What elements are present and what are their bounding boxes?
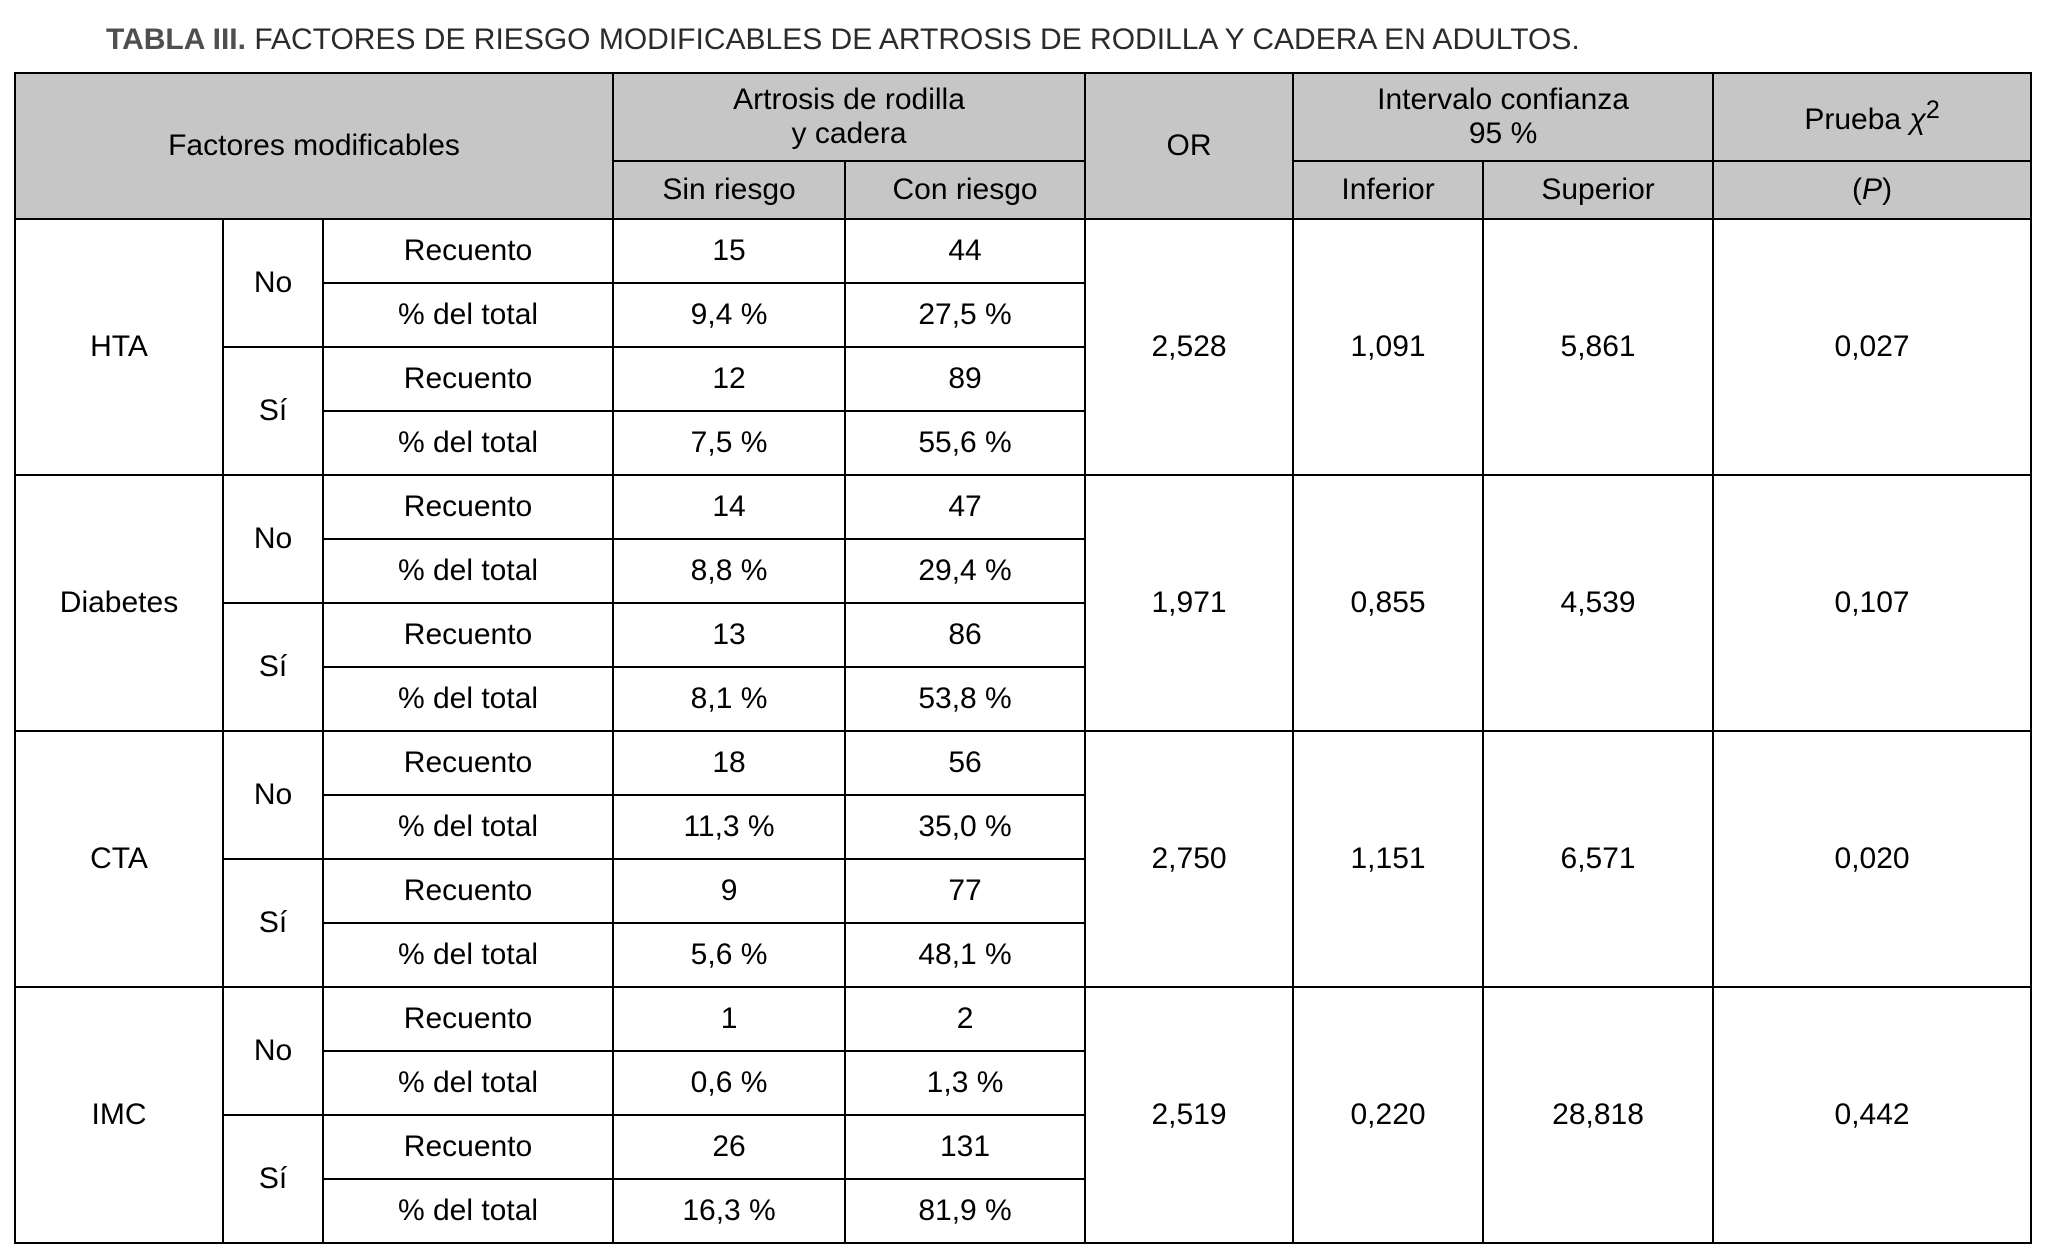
value-sin-riesgo: 18 bbox=[613, 731, 845, 795]
value-con-riesgo: 53,8 % bbox=[845, 667, 1085, 731]
factor-name: CTA bbox=[15, 731, 223, 987]
header-superior: Superior bbox=[1483, 161, 1713, 219]
factor-group-si: Sí bbox=[223, 347, 323, 475]
value-sin-riesgo: 12 bbox=[613, 347, 845, 411]
table-caption-label: TABLA III. bbox=[106, 23, 246, 56]
value-con-riesgo: 89 bbox=[845, 347, 1085, 411]
header-sin-riesgo: Sin riesgo bbox=[613, 161, 845, 219]
value-ci-inferior: 0,855 bbox=[1293, 475, 1483, 731]
value-sin-riesgo: 9 bbox=[613, 859, 845, 923]
header-artrosis-line1: Artrosis de rodilla bbox=[733, 82, 965, 116]
chi-symbol: χ bbox=[1909, 103, 1926, 137]
value-con-riesgo: 1,3 % bbox=[845, 1051, 1085, 1115]
measure-label-porcentaje: % del total bbox=[323, 1051, 613, 1115]
value-con-riesgo: 56 bbox=[845, 731, 1085, 795]
header-prueba-chi bbox=[1713, 73, 2031, 161]
measure-label-porcentaje: % del total bbox=[323, 667, 613, 731]
factor-name: HTA bbox=[15, 219, 223, 475]
header-artrosis bbox=[613, 73, 1085, 161]
measure-label-recuento: Recuento bbox=[323, 603, 613, 667]
header-con-riesgo: Con riesgo bbox=[845, 161, 1085, 219]
value-sin-riesgo: 11,3 % bbox=[613, 795, 845, 859]
value-con-riesgo: 131 bbox=[845, 1115, 1085, 1179]
factor-group-no: No bbox=[223, 219, 323, 347]
table-row bbox=[15, 475, 2031, 539]
value-sin-riesgo: 26 bbox=[613, 1115, 845, 1179]
factor-group-no: No bbox=[223, 987, 323, 1115]
value-p: 0,027 bbox=[1713, 219, 2031, 475]
measure-label-porcentaje: % del total bbox=[323, 1179, 613, 1243]
measure-label-recuento: Recuento bbox=[323, 347, 613, 411]
value-con-riesgo: 29,4 % bbox=[845, 539, 1085, 603]
header-artrosis-line2: y cadera bbox=[791, 117, 907, 150]
header-ic-line1: Intervalo confianza bbox=[1377, 82, 1629, 116]
value-sin-riesgo: 8,1 % bbox=[613, 667, 845, 731]
header-inferior: Inferior bbox=[1293, 161, 1483, 219]
table-header bbox=[15, 73, 2031, 219]
factor-group-si: Sí bbox=[223, 859, 323, 987]
value-sin-riesgo: 14 bbox=[613, 475, 845, 539]
table-row bbox=[15, 219, 2031, 283]
table-body bbox=[15, 219, 2031, 1243]
value-sin-riesgo: 15 bbox=[613, 219, 845, 283]
measure-label-porcentaje: % del total bbox=[323, 411, 613, 475]
measure-label-porcentaje: % del total bbox=[323, 283, 613, 347]
value-sin-riesgo: 8,8 % bbox=[613, 539, 845, 603]
value-or: 2,750 bbox=[1085, 731, 1293, 987]
value-sin-riesgo: 7,5 % bbox=[613, 411, 845, 475]
factor-name: IMC bbox=[15, 987, 223, 1243]
value-con-riesgo: 47 bbox=[845, 475, 1085, 539]
value-con-riesgo: 27,5 % bbox=[845, 283, 1085, 347]
value-sin-riesgo: 1 bbox=[613, 987, 845, 1051]
chi-exponent: 2 bbox=[1925, 96, 1940, 125]
measure-label-recuento: Recuento bbox=[323, 987, 613, 1051]
value-con-riesgo: 44 bbox=[845, 219, 1085, 283]
measure-label-porcentaje: % del total bbox=[323, 923, 613, 987]
value-ci-superior: 5,861 bbox=[1483, 219, 1713, 475]
value-ci-inferior: 1,151 bbox=[1293, 731, 1483, 987]
measure-label-recuento: Recuento bbox=[323, 475, 613, 539]
value-con-riesgo: 35,0 % bbox=[845, 795, 1085, 859]
factor-group-no: No bbox=[223, 475, 323, 603]
value-con-riesgo: 81,9 % bbox=[845, 1179, 1085, 1243]
measure-label-recuento: Recuento bbox=[323, 731, 613, 795]
header-intervalo-confianza bbox=[1293, 73, 1713, 161]
value-sin-riesgo: 13 bbox=[613, 603, 845, 667]
value-con-riesgo: 55,6 % bbox=[845, 411, 1085, 475]
value-ci-superior: 4,539 bbox=[1483, 475, 1713, 731]
value-sin-riesgo: 5,6 % bbox=[613, 923, 845, 987]
factor-group-si: Sí bbox=[223, 603, 323, 731]
measure-label-recuento: Recuento bbox=[323, 1115, 613, 1179]
measure-label-porcentaje: % del total bbox=[323, 539, 613, 603]
value-or: 2,519 bbox=[1085, 987, 1293, 1243]
value-or: 2,528 bbox=[1085, 219, 1293, 475]
value-ci-superior: 6,571 bbox=[1483, 731, 1713, 987]
table-row bbox=[15, 731, 2031, 795]
value-ci-superior: 28,818 bbox=[1483, 987, 1713, 1243]
factor-group-no: No bbox=[223, 731, 323, 859]
value-ci-inferior: 0,220 bbox=[1293, 987, 1483, 1243]
value-sin-riesgo: 9,4 % bbox=[613, 283, 845, 347]
header-prueba-chi-line bbox=[1714, 96, 2030, 138]
value-p: 0,107 bbox=[1713, 475, 2031, 731]
measure-label-porcentaje: % del total bbox=[323, 795, 613, 859]
table-caption-text: FACTORES DE RIESGO MODIFICABLES DE ARTROSIS DE RODILLA Y CADERA EN ADULTOS. bbox=[245, 23, 1580, 56]
value-ci-inferior: 1,091 bbox=[1293, 219, 1483, 475]
header-factores-modificables: Factores modificables bbox=[15, 73, 613, 219]
header-prueba-text: Prueba bbox=[1804, 103, 1910, 137]
value-p: 0,020 bbox=[1713, 731, 2031, 987]
header-ic-line2: 95 % bbox=[1468, 117, 1538, 150]
risk-factors-table bbox=[14, 72, 2032, 1244]
factor-group-si: Sí bbox=[223, 1115, 323, 1243]
value-con-riesgo: 77 bbox=[845, 859, 1085, 923]
table-row bbox=[15, 987, 2031, 1051]
value-con-riesgo: 2 bbox=[845, 987, 1085, 1051]
value-sin-riesgo: 0,6 % bbox=[613, 1051, 845, 1115]
measure-label-recuento: Recuento bbox=[323, 219, 613, 283]
factor-name: Diabetes bbox=[15, 475, 223, 731]
value-p: 0,442 bbox=[1713, 987, 2031, 1243]
header-or: OR bbox=[1085, 73, 1293, 219]
header-p-value: (P) bbox=[1713, 161, 2031, 219]
value-con-riesgo: 48,1 % bbox=[845, 923, 1085, 987]
table-caption bbox=[14, 22, 2033, 58]
measure-label-recuento: Recuento bbox=[323, 859, 613, 923]
value-sin-riesgo: 16,3 % bbox=[613, 1179, 845, 1243]
value-or: 1,971 bbox=[1085, 475, 1293, 731]
value-con-riesgo: 86 bbox=[845, 603, 1085, 667]
